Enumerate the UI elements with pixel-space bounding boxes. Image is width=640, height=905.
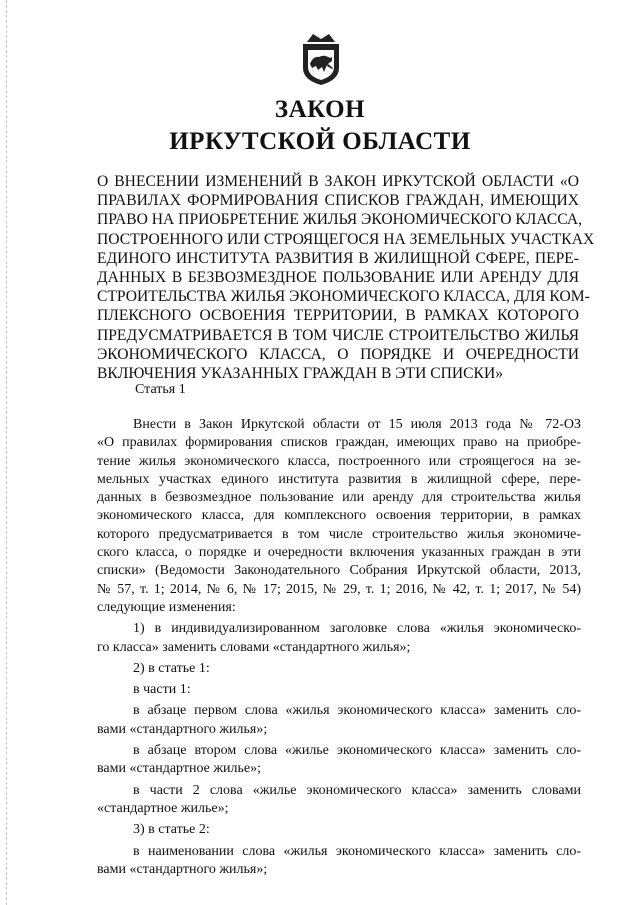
body-line: списки» (Ведомости Законодательного Собрания Иркутской области, 2013, bbox=[97, 563, 581, 579]
law-subtitle bbox=[97, 172, 595, 383]
subtitle-line: ДАННЫХ В БЕЗВОЗМЕЗДНОЕ ПОЛЬЗОВАНИЕ ИЛИ АРЕНДУ ДЛЯ bbox=[97, 269, 579, 287]
body-line: экономического класса, для комплексного освоения территории, в рамках bbox=[97, 508, 581, 524]
body-line: следующие изменения: bbox=[97, 599, 236, 615]
body-line: тение жилья экономического класса, построенного или строящегося на зе- bbox=[97, 453, 581, 469]
body-line: № 57, т. 1; 2014, № 6, № 17; 2015, № 29, т. 1; 2016, № 42, т. 1; 2017, № 54) bbox=[97, 581, 581, 597]
body-line: в абзаце первом слова «жилья экономического класса» заменить сло- bbox=[133, 703, 581, 719]
body-line: данных в безвозмездное пользование или аренду для строительства жилья bbox=[97, 490, 581, 506]
body-line: вами «стандартное жилье»; bbox=[97, 761, 261, 777]
region-title: ИРКУТСКОЙ ОБЛАСТИ bbox=[169, 128, 471, 155]
subtitle-line: ПРАВИЛАХ ФОРМИРОВАНИЯ СПИСКОВ ГРАЖДАН, ИМЕЮЩИХ bbox=[97, 192, 579, 210]
subtitle-line: О ВНЕСЕНИИ ИЗМЕНЕНИЙ В ЗАКОН ИРКУТСКОЙ ОБЛАСТИ «О bbox=[97, 173, 579, 190]
law-title: ЗАКОН bbox=[274, 96, 366, 123]
subtitle-line: СТРОИТЕЛЬСТВА ЖИЛЬЯ ЭКОНОМИЧЕСКОГО КЛАССА, ДЛЯ КОМ- bbox=[97, 288, 590, 306]
body-line: ского класса, о порядке и очередности включения указанных граждан в эти bbox=[97, 545, 581, 561]
body-line: в части 1: bbox=[133, 682, 191, 698]
body-line: 1) в индивидуализированном заголовке слова «жилья экономическо- bbox=[133, 621, 581, 637]
body-line: которого предусматривается в том числе строительство жилья экономиче- bbox=[97, 526, 581, 542]
body-line: «стандартное жилье»; bbox=[97, 800, 229, 816]
subtitle-line: ПРАВО НА ПРИОБРЕТЕНИЕ ЖИЛЬЯ ЭКОНОМИЧЕСКОГО КЛАССА, bbox=[97, 211, 583, 229]
article-heading: Статья 1 bbox=[135, 382, 186, 397]
body-line: в абзаце втором слова «жилье экономического класса» заменить сло- bbox=[133, 743, 581, 759]
subtitle-line: ПЛЕКСНОГО ОСВОЕНИЯ ТЕРРИТОРИИ, В РАМКАХ КОТОРОГО bbox=[97, 307, 579, 325]
subtitle-line: ПОСТРОЕННОГО ИЛИ СТРОЯЩЕГОСЯ НА ЗЕМЕЛЬНЫХ УЧАСТКАХ bbox=[97, 230, 595, 248]
coat-of-arms-icon bbox=[299, 30, 343, 86]
subtitle-line: ЕДИНОГО ИНСТИТУТА РАЗВИТИЯ В ЖИЛИЩНОЙ СФЕРЕ, ПЕРЕ- bbox=[97, 249, 579, 267]
body-line: в части 2 слова «жилье экономического класса» заменить словами bbox=[133, 782, 581, 798]
body-line: в наименовании слова «жилья экономического класса» заменить сло- bbox=[133, 843, 581, 859]
body-line: Внести в Закон Иркутской области от 15 июля 2013 года № 72-ОЗ bbox=[133, 417, 581, 432]
body-line: «О правилах формирования списков граждан, имеющих право на приобре- bbox=[97, 435, 581, 451]
body-line: 2) в статье 1: bbox=[133, 660, 210, 676]
subtitle-line: ВКЛЮЧЕНИЯ УКАЗАННЫХ ГРАЖДАН В ЭТИ СПИСКИ» bbox=[97, 365, 504, 383]
body-line: вами «стандартного жилья»; bbox=[97, 721, 268, 737]
body-line: вами «стандартного жилья»; bbox=[97, 861, 268, 877]
body-line: го класса» заменить словами «стандартного жилья»; bbox=[97, 639, 411, 655]
body-line: мельных участках единого института развития в жилищной сфере, пере- bbox=[97, 471, 581, 487]
article-body bbox=[97, 416, 581, 879]
subtitle-line: ПРЕДУСМАТРИВАЕТСЯ В ТОМ ЧИСЛЕ СТРОИТЕЛЬСТВО ЖИЛЬЯ bbox=[97, 326, 579, 344]
subtitle-line: ЭКОНОМИЧЕСКОГО КЛАССА, О ПОРЯДКЕ И ОЧЕРЕДНОСТИ bbox=[97, 345, 579, 363]
body-line: 3) в статье 2: bbox=[133, 822, 210, 838]
